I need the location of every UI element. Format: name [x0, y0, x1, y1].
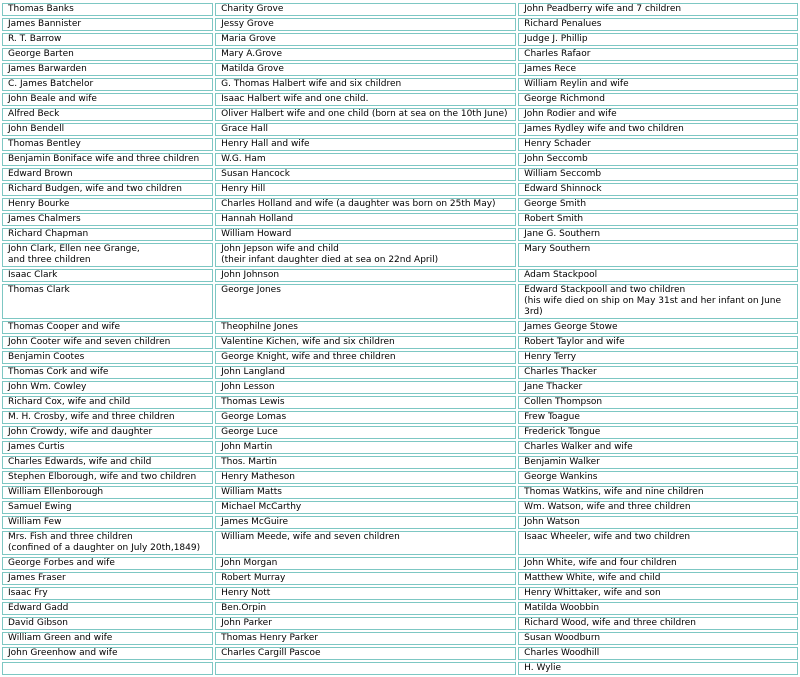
- table-row: [2, 426, 798, 439]
- table-row: [2, 321, 798, 334]
- table-cell: John Clark, Ellen nee Grange, and three children: [2, 243, 213, 267]
- table-cell: William Meede, wife and seven children: [215, 531, 516, 555]
- table-cell: John Parker: [215, 617, 516, 630]
- table-cell: John Peadberry wife and 7 children: [518, 3, 798, 16]
- table-cell: John Seccomb: [518, 153, 798, 166]
- table-row: [2, 123, 798, 136]
- table-cell: Robert Smith: [518, 213, 798, 226]
- table-cell: Stephen Elborough, wife and two children: [2, 471, 213, 484]
- table-cell: George Richmond: [518, 93, 798, 106]
- table-cell: William Reylin and wife: [518, 78, 798, 91]
- table-row: [2, 557, 798, 570]
- table-row: [2, 486, 798, 499]
- table-cell: Judge J. Phillip: [518, 33, 798, 46]
- table-cell: Thomas Bentley: [2, 138, 213, 151]
- table-cell: John Johnson: [215, 269, 516, 282]
- table-cell: Henry Whittaker, wife and son: [518, 587, 798, 600]
- table-cell: Thomas Cork and wife: [2, 366, 213, 379]
- table-cell: Matilda Grove: [215, 63, 516, 76]
- table-row: [2, 587, 798, 600]
- table-row: [2, 183, 798, 196]
- table-cell: Susan Woodburn: [518, 632, 798, 645]
- table-cell: John Langland: [215, 366, 516, 379]
- table-cell: John Rodier and wife: [518, 108, 798, 121]
- table-cell: Adam Stackpool: [518, 269, 798, 282]
- table-cell: Henry Nott: [215, 587, 516, 600]
- table-cell: M. H. Crosby, wife and three children: [2, 411, 213, 424]
- table-cell: [215, 662, 516, 675]
- table-row: [2, 18, 798, 31]
- table-cell: Jessy Grove: [215, 18, 516, 31]
- passenger-list-table: [0, 1, 800, 677]
- table-cell: John Martin: [215, 441, 516, 454]
- table-cell: James Chalmers: [2, 213, 213, 226]
- table-row: [2, 243, 798, 267]
- table-row: [2, 471, 798, 484]
- table-row: [2, 63, 798, 76]
- table-row: [2, 602, 798, 615]
- table-row: [2, 396, 798, 409]
- table-cell: Collen Thompson: [518, 396, 798, 409]
- table-row: [2, 351, 798, 364]
- table-cell: C. James Batchelor: [2, 78, 213, 91]
- table-cell: Edward Gadd: [2, 602, 213, 615]
- table-cell: George Wankins: [518, 471, 798, 484]
- table-cell: Richard Cox, wife and child: [2, 396, 213, 409]
- table-cell: James Bannister: [2, 18, 213, 31]
- table-cell: John Lesson: [215, 381, 516, 394]
- table-cell: Charles Cargill Pascoe: [215, 647, 516, 660]
- table-cell: Thomas Cooper and wife: [2, 321, 213, 334]
- table-cell: Henry Hill: [215, 183, 516, 196]
- table-row: [2, 168, 798, 181]
- table-cell: Isaac Fry: [2, 587, 213, 600]
- table-row: [2, 108, 798, 121]
- table-cell: Henry Matheson: [215, 471, 516, 484]
- table-cell: John Watson: [518, 516, 798, 529]
- table-cell: George Luce: [215, 426, 516, 439]
- table-cell: James McGuire: [215, 516, 516, 529]
- table-cell: George Lomas: [215, 411, 516, 424]
- table-cell: Isaac Halbert wife and one child.: [215, 93, 516, 106]
- table-cell: Charity Grove: [215, 3, 516, 16]
- table-cell: David Gibson: [2, 617, 213, 630]
- table-row: [2, 516, 798, 529]
- table-cell: Isaac Wheeler, wife and two children: [518, 531, 798, 555]
- table-cell: William Howard: [215, 228, 516, 241]
- table-cell: Alfred Beck: [2, 108, 213, 121]
- table-cell: Wm. Watson, wife and three children: [518, 501, 798, 514]
- table-row: [2, 3, 798, 16]
- table-cell: John Greenhow and wife: [2, 647, 213, 660]
- table-row: [2, 269, 798, 282]
- table-cell: Charles Edwards, wife and child: [2, 456, 213, 469]
- table-row: [2, 632, 798, 645]
- table-cell: John Wm. Cowley: [2, 381, 213, 394]
- table-cell: Charles Walker and wife: [518, 441, 798, 454]
- table-cell: James Curtis: [2, 441, 213, 454]
- table-cell: H. Wylie: [518, 662, 798, 675]
- table-cell: John Beale and wife: [2, 93, 213, 106]
- table-cell: Charles Woodhill: [518, 647, 798, 660]
- table-cell: Thos. Martin: [215, 456, 516, 469]
- table-cell: Henry Bourke: [2, 198, 213, 211]
- table-cell: Thomas Watkins, wife and nine children: [518, 486, 798, 499]
- table-cell: William Ellenborough: [2, 486, 213, 499]
- table-row: [2, 366, 798, 379]
- table-row: [2, 138, 798, 151]
- table-cell: Mary A.Grove: [215, 48, 516, 61]
- table-cell: Richard Penalues: [518, 18, 798, 31]
- table-cell: John White, wife and four children: [518, 557, 798, 570]
- table-cell: Charles Holland and wife (a daughter was born on 25th May): [215, 198, 516, 211]
- table-cell: Thomas Clark: [2, 284, 213, 319]
- table-row: [2, 411, 798, 424]
- table-cell: George Jones: [215, 284, 516, 319]
- table-cell: Mrs. Fish and three children (confined of a daughter on July 20th,1849): [2, 531, 213, 555]
- table-cell: James George Stowe: [518, 321, 798, 334]
- table-cell: William Seccomb: [518, 168, 798, 181]
- table-cell: George Smith: [518, 198, 798, 211]
- table-cell: John Crowdy, wife and daughter: [2, 426, 213, 439]
- table-cell: G. Thomas Halbert wife and six children: [215, 78, 516, 91]
- table-row: [2, 198, 798, 211]
- table-cell: Theophilne Jones: [215, 321, 516, 334]
- table-cell: Susan Hancock: [215, 168, 516, 181]
- table-cell: John Cooter wife and seven children: [2, 336, 213, 349]
- table-cell: James Rece: [518, 63, 798, 76]
- table-cell: George Barten: [2, 48, 213, 61]
- table-cell: Henry Terry: [518, 351, 798, 364]
- table-cell: James Rydley wife and two children: [518, 123, 798, 136]
- table-row: [2, 228, 798, 241]
- table-cell: Charles Thacker: [518, 366, 798, 379]
- table-cell: Jane Thacker: [518, 381, 798, 394]
- table-row: [2, 78, 798, 91]
- table-cell: John Jepson wife and child (their infant daughter died at sea on 22nd April): [215, 243, 516, 267]
- table-cell: Oliver Halbert wife and one child (born at sea on the 10th June): [215, 108, 516, 121]
- table-row: [2, 572, 798, 585]
- table-cell: Benjamin Cootes: [2, 351, 213, 364]
- table-row: [2, 501, 798, 514]
- table-cell: Frederick Tongue: [518, 426, 798, 439]
- table-cell: Thomas Banks: [2, 3, 213, 16]
- table-cell: Maria Grove: [215, 33, 516, 46]
- table-row: [2, 456, 798, 469]
- table-row: [2, 153, 798, 166]
- table-cell: Charles Rafaor: [518, 48, 798, 61]
- table-cell: Michael McCarthy: [215, 501, 516, 514]
- table-cell: Henry Hall and wife: [215, 138, 516, 151]
- table-row: [2, 336, 798, 349]
- table-cell: Richard Wood, wife and three children: [518, 617, 798, 630]
- table-cell: Valentine Kichen, wife and six children: [215, 336, 516, 349]
- table-cell: Mary Southern: [518, 243, 798, 267]
- table-cell: Edward Shinnock: [518, 183, 798, 196]
- table-cell: John Bendell: [2, 123, 213, 136]
- table-cell: Edward Brown: [2, 168, 213, 181]
- table-cell: William Few: [2, 516, 213, 529]
- table-cell: Jane G. Southern: [518, 228, 798, 241]
- table-row: [2, 48, 798, 61]
- table-row: [2, 531, 798, 555]
- table-cell: Robert Taylor and wife: [518, 336, 798, 349]
- table-row: [2, 93, 798, 106]
- table-row: [2, 441, 798, 454]
- table-cell: Frew Toague: [518, 411, 798, 424]
- table-cell: John Morgan: [215, 557, 516, 570]
- table-cell: Richard Chapman: [2, 228, 213, 241]
- table-cell: James Fraser: [2, 572, 213, 585]
- table-cell: Edward Stackpooll and two children (his wife died on ship on May 31st and her infant on June 3rd): [518, 284, 798, 319]
- table-cell: George Forbes and wife: [2, 557, 213, 570]
- table-cell: Isaac Clark: [2, 269, 213, 282]
- table-cell: W.G. Ham: [215, 153, 516, 166]
- table-row: [2, 647, 798, 660]
- table-cell: William Matts: [215, 486, 516, 499]
- table-cell: Henry Schader: [518, 138, 798, 151]
- table-row: [2, 213, 798, 226]
- table-cell: Hannah Holland: [215, 213, 516, 226]
- table-cell: William Green and wife: [2, 632, 213, 645]
- table-cell: Thomas Lewis: [215, 396, 516, 409]
- table-row: [2, 33, 798, 46]
- table-cell: Samuel Ewing: [2, 501, 213, 514]
- table-cell: [2, 662, 213, 675]
- table-row: [2, 662, 798, 675]
- table-cell: Matthew White, wife and child: [518, 572, 798, 585]
- table-cell: Benjamin Boniface wife and three children: [2, 153, 213, 166]
- table-row: [2, 617, 798, 630]
- table-cell: Richard Budgen, wife and two children: [2, 183, 213, 196]
- passenger-list-body: [2, 3, 798, 675]
- table-cell: James Barwarden: [2, 63, 213, 76]
- table-cell: R. T. Barrow: [2, 33, 213, 46]
- table-cell: George Knight, wife and three children: [215, 351, 516, 364]
- table-cell: Robert Murray: [215, 572, 516, 585]
- table-cell: Grace Hall: [215, 123, 516, 136]
- table-cell: Matilda Woobbin: [518, 602, 798, 615]
- table-cell: Ben.Orpin: [215, 602, 516, 615]
- table-row: [2, 381, 798, 394]
- table-row: [2, 284, 798, 319]
- table-cell: Benjamin Walker: [518, 456, 798, 469]
- table-cell: Thomas Henry Parker: [215, 632, 516, 645]
